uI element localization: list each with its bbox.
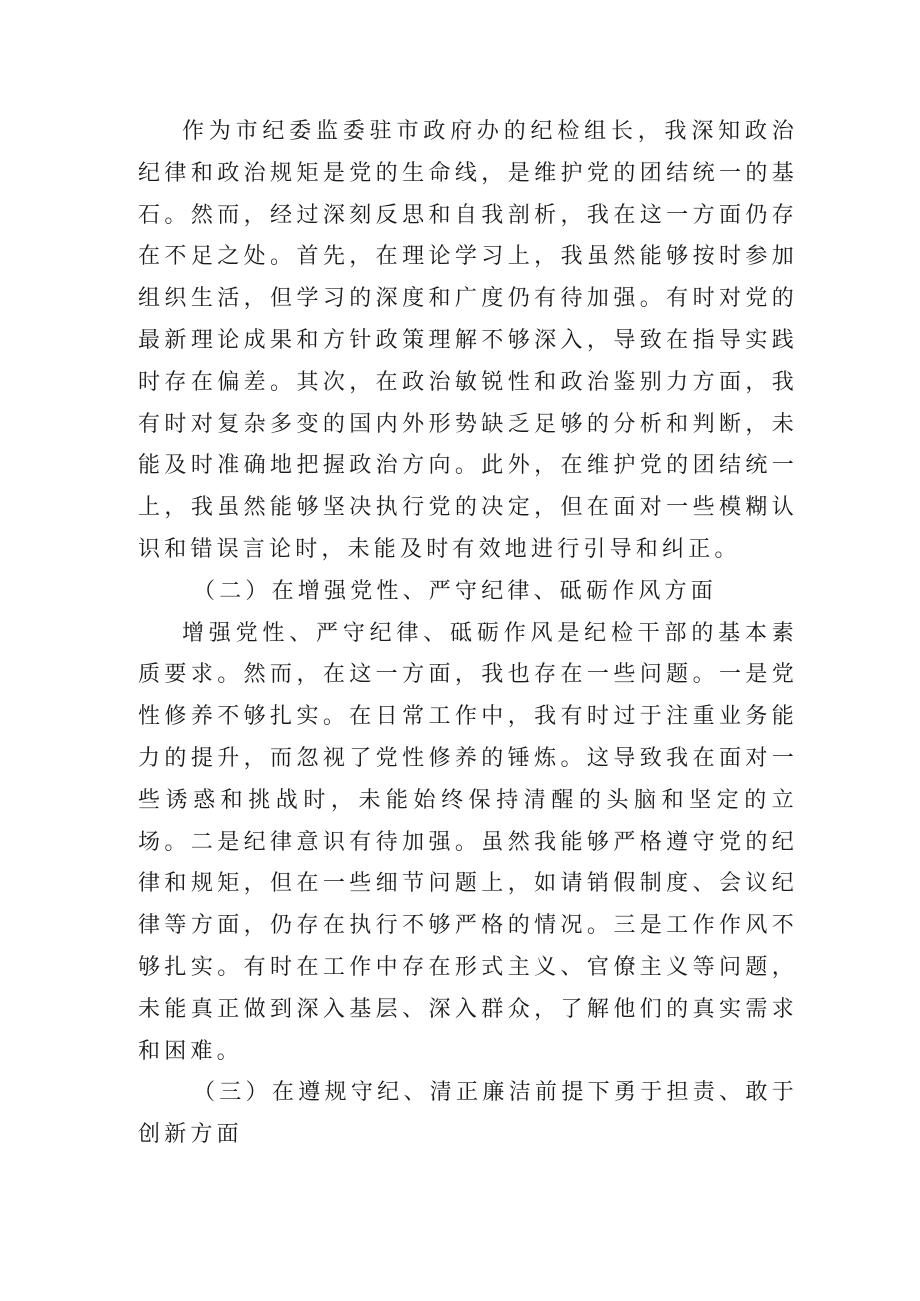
section-heading-party-spirit: （二）在增强党性、严守纪律、砥砺作风方面 (193, 578, 718, 604)
paragraph-political-discipline: 作为市纪委监委驻市政府办的纪检组长，我深知政治纪律和政治规矩是党的生命线，是维护党的团结统一的基石。然而，经过深刻反思和自我剖析，我在这一方面仍存在不足之处。首先，在理论学习上，我虽然能够按时参加组织生活，但学习的深度和广度仍有待加强。有时对党的最新理论成果和方针政策理解不够深入，导致在指导实践时存在偏差。其次，在政治敏锐性和政治鉴别力方面，我有时对复杂多变的国内外形势缺乏足够的分析和判断，未能及时准确地把握政治方向。此外，在维护党的团结统一上，我虽然能够坚决执行党的决定，但在面对一些模糊认识和错误言论时，未能及时有效地进行引导和纠正。 (138, 119, 798, 562)
paragraph-party-spirit: 增强党性、严守纪律、砥砺作风是纪检干部的基本素质要求。然而，在这一方面，我也存在一些问题。一是党性修养不够扎实。在日常工作中，我有时过于注重业务能力的提升，而忽视了党性修养的锤炼。这导致我在面对一些诱惑和挑战时，未能始终保持清醒的头脑和坚定的立场。二是纪律意识有待加强。虽然我能够严格遵守党的纪律和规矩，但在一些细节问题上，如请销假制度、会议纪律等方面，仍存在执行不够严格的情况。三是工作作风不够扎实。有时在工作中存在形式主义、官僚主义等问题，未能真正做到深入基层、深入群众，了解他们的真实需求和困难。 (138, 620, 798, 1064)
section-heading-responsibility-innovation: （三）在遵规守纪、清正廉洁前提下勇于担责、敢于创新方面 (138, 1080, 798, 1148)
document-body (138, 111, 798, 1156)
